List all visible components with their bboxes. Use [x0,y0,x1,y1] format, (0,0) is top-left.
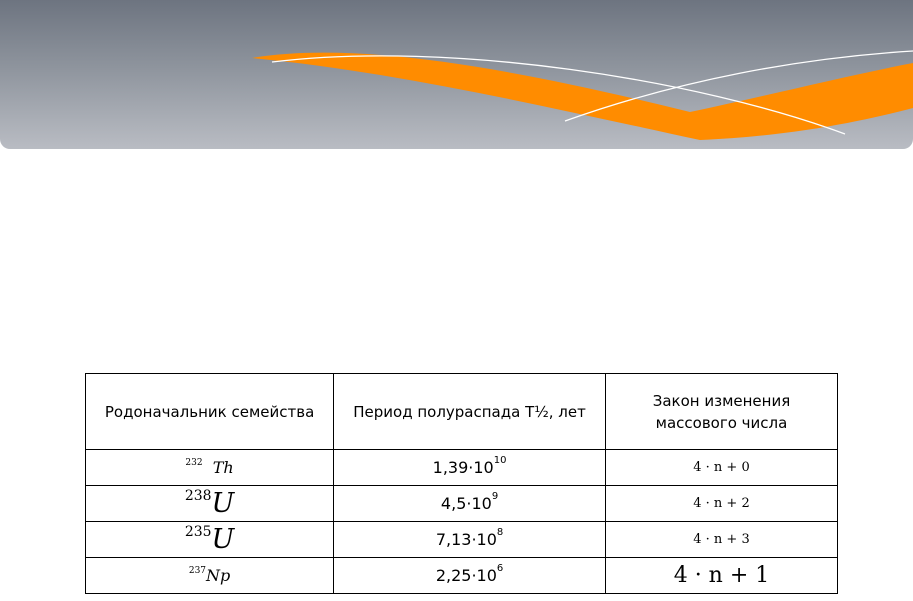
table-row [86,522,838,558]
table-row [86,486,838,522]
mass-law-cell: 4 · n + 0 [605,450,837,486]
decay-families-table [85,373,838,594]
header-mass-law: Закон изменения массового числа [605,374,837,450]
mass-number: 238 [184,488,212,504]
element-symbol: Th [212,458,234,477]
table-row [86,450,838,486]
half-life-exponent: 6 [496,563,504,574]
mass-law-cell: 4 · n + 3 [605,522,837,558]
half-life-exponent: 8 [496,527,504,538]
nuclide-cell [86,558,334,594]
half-life-base: 1,39·10 [432,458,494,477]
table-row [86,558,838,594]
mass-number: 232 [185,458,203,468]
half-life-cell [334,558,606,594]
orange-swoosh [252,53,913,140]
half-life-cell [334,522,606,558]
element-symbol: Np [206,566,231,585]
mass-law-cell: 4 · n + 2 [605,486,837,522]
mass-number: 237 [188,566,207,576]
nuclide-cell [86,450,334,486]
half-life-cell [334,486,606,522]
mass-number: 235 [184,524,212,540]
mass-law-cell: 4 · n + 1 [605,558,837,594]
half-life-exponent: 9 [491,491,499,502]
half-life-base: 4,5·10 [440,494,492,513]
element-symbol: U [211,488,235,519]
element-symbol: U [211,524,235,555]
header-banner [0,0,913,149]
swoosh-decoration [0,0,913,149]
header-progenitor: Родоначальник семейства [86,374,334,450]
nuclide-cell [86,486,334,522]
half-life-base: 7,13·10 [435,530,497,549]
header-half-life: Период полураспада T½, лет [334,374,606,450]
half-life-cell [334,450,606,486]
half-life-base: 2,25·10 [435,566,497,585]
half-life-exponent: 10 [493,455,507,466]
nuclide-cell [86,522,334,558]
